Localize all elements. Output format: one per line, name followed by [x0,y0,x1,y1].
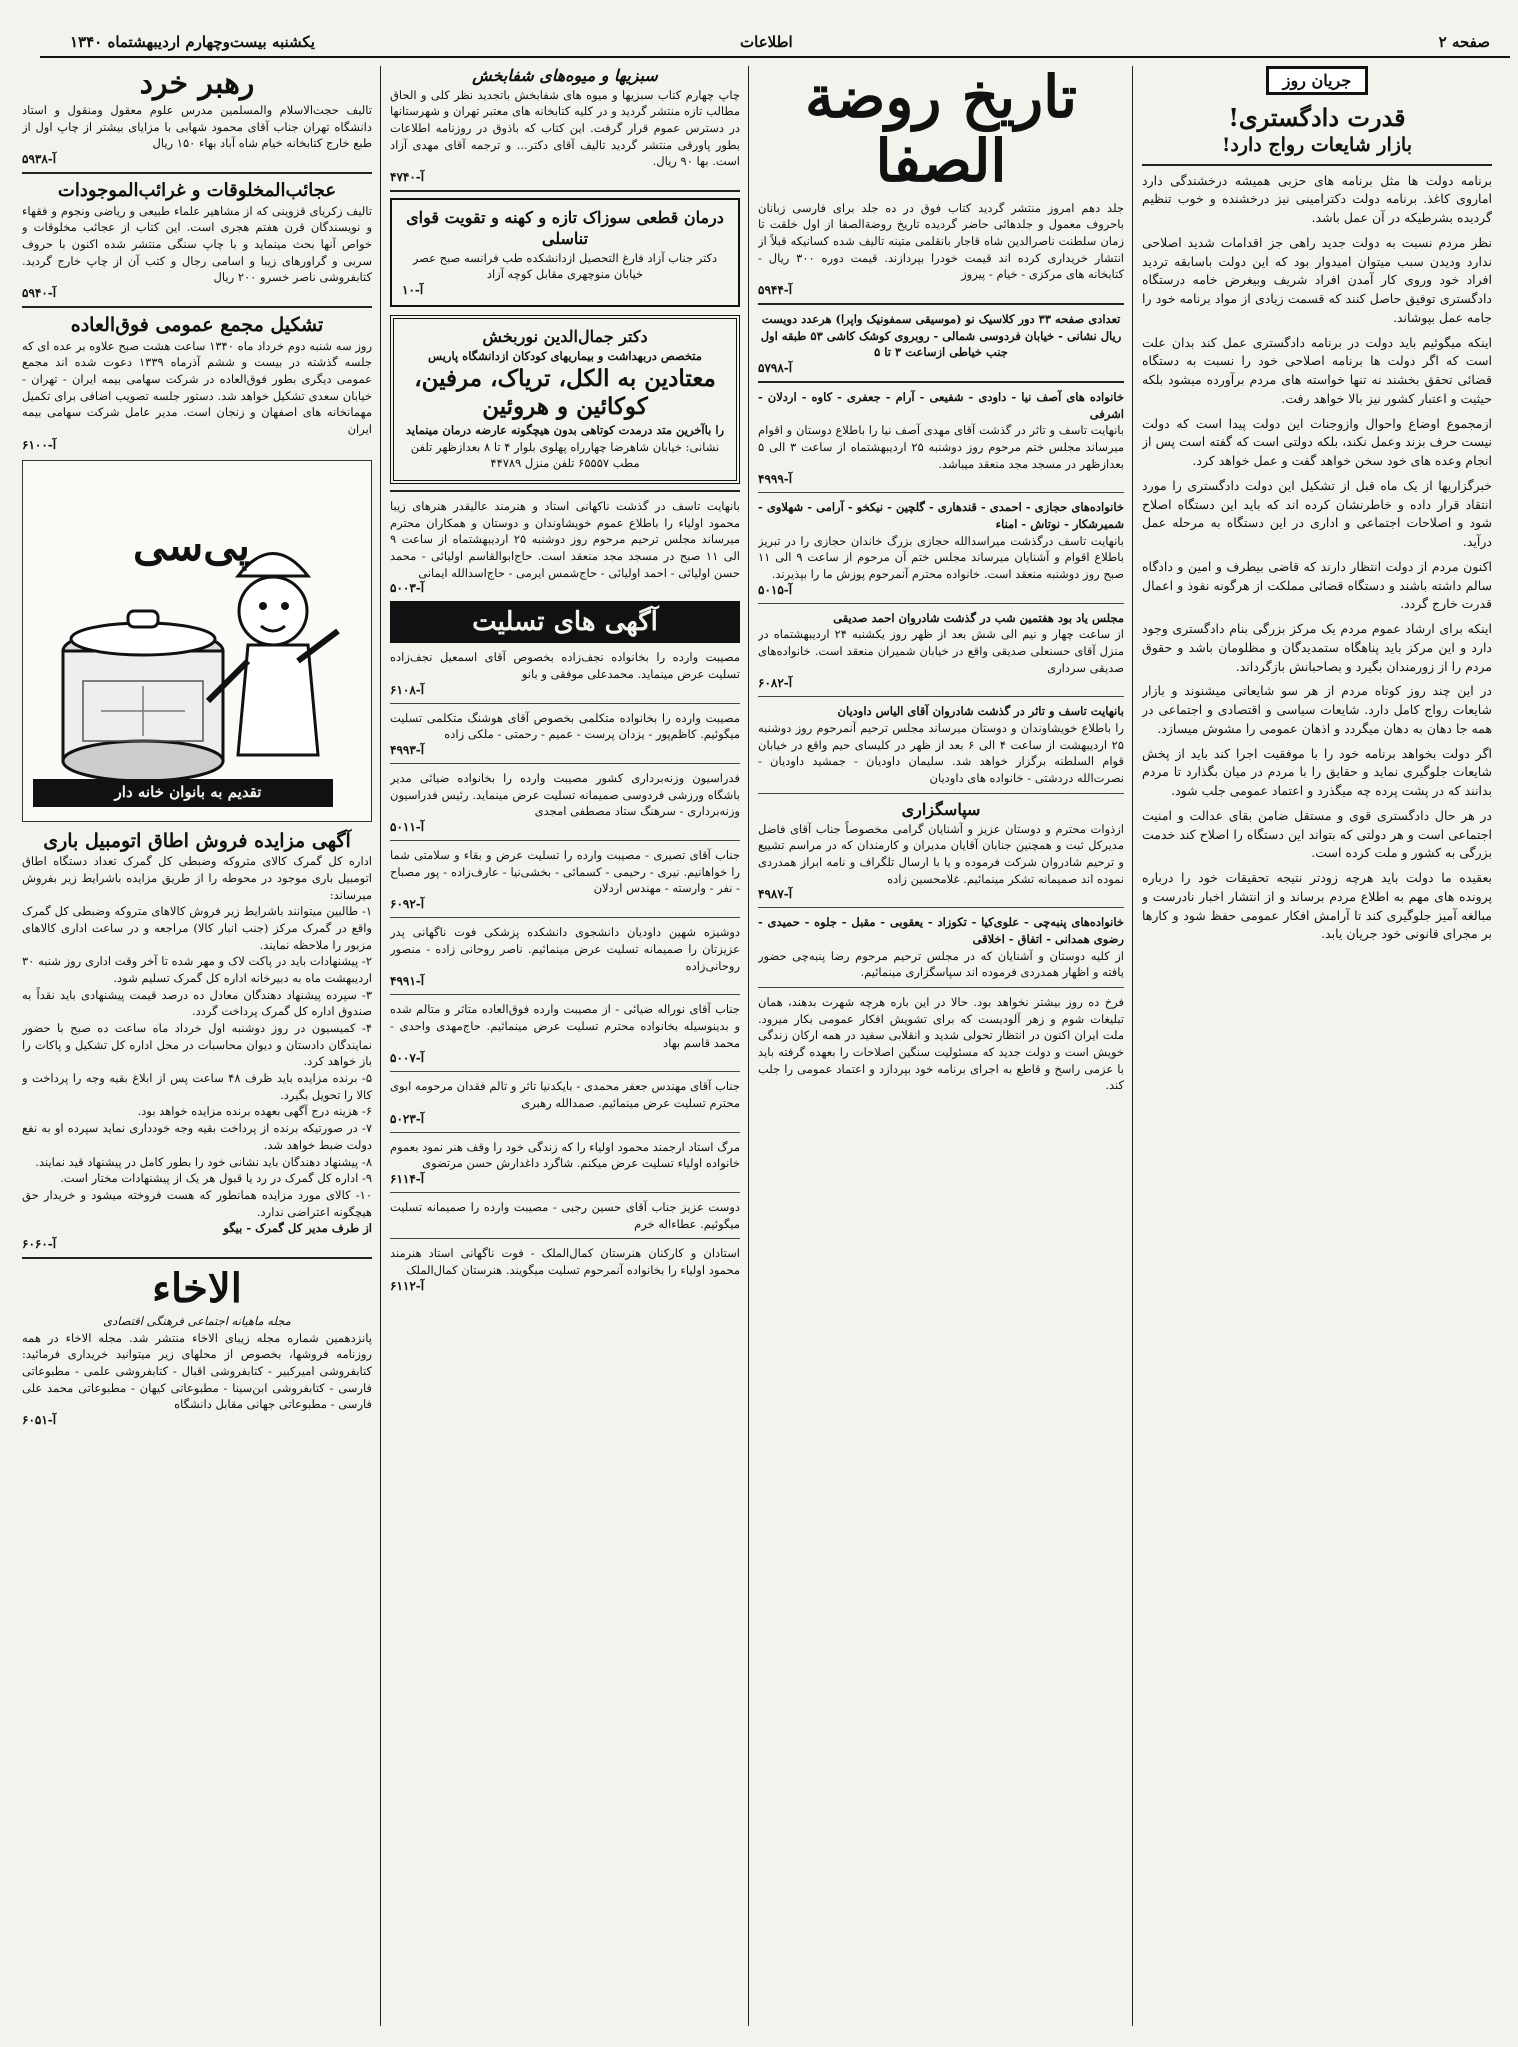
obituary-notice: خانواده های آصف نیا - داودی - شفیعی - آرام - جعفری - کاوه - اردلان - اشرفی بانهایت تاسف و تاثر در گذشت آقای مهدی آصف نیا را باطلاع دوستان و اقوام میرساند مجلس ختم مرحوم روز دوشنبه ۲۵ اردیبهشتماه از ساعت ۳ الی ۵ بعدازظهر در مسجد مجد منعقد میباشد. آ-۴۹۹۹ [758,389,1124,487]
editorial-body: برنامه دولت ها مثل برنامه های حزبی همیشه درخشندگی دارد اماروی کاغذ. برنامه دولت دکترامینی نیز درخشنده و خوب تنظیم گردیده بشرطیکه در آن عمل باشد. نظر مردم نسبت به دولت جدید راهی جز اقدامات شدید اصلاحی ندارد ودیدن سبب میتوان امیدوار بود که این دولت باسابقه تردید افراد خود وروی کار آمدن افراد شریف وبیغرض خامه درستگاه دادگستری توفیق حاصل کنند که قسمت زیادی از مواد برنامه خود را جامه عمل بپوشاند. اینکه میگوئیم باید دولت در برنامه دادگستری عمل کند بدان علت است که اگر دولت ها برنامه اصلاحی خود را نسبت به دستگاه قضائی تحقق بخشند نه تنها خواسته های مردم برآورده میشود بلکه حیثیت و اعتبار کشور نیز بالا خواهد رفت. ازمجموع اوضاع واحوال وازوجنات این دولت پیدا است که دولت نیست حرف بزند وعمل نکند، بلکه دولتی است که گفته است پس از انجام وعده های خود سخن خواهد گفت و عمل خواهد کرد. خبرگزاریها از یک ماه قبل از تشکیل این دولت دادگستری را مورد انتقاد قرار داده و خاطرنشان کرده اند که باید این دستگاه اصلاح شود و اصلاحات اجتماعی و اداری در این دستگاه به مرحله عمل درآید. اکنون مردم از دولت انتظار دارند که قاضی بیطرف و امین و دادگاه سالم داشته باشند و دستگاه قضائی مملکت از هرگونه نفوذ و اعمال قدرت خارج گردد. اینکه برای ارشاد عموم مردم یک مرکز بزرگی بنام دادگستری وجود دارد و این مرکز باید پناهگاه ستمدیدگان و مظلومان باشد و حقوق مردم را از زورمندان بگیرد و بصاحبانش بازگرداند. در این چند روز کوتاه مردم از هر سو شایعاتی میشنوند و بازار شایعات رواج کامل دارد. شایعات سیاسی و اقتصادی و اجتماعی در همه جا دهان به دهان میگردد و اذهان عمومی را مشوش میسازد. اگر دولت بخواهد برنامه خود را با موفقیت اجرا کند باید از پخش شایعات جلوگیری نماید و حقایق را با مردم در میان بگذارد تا مردم بدانند که در پشت پرده چه میگذرد و اعتماد عمومی جلب شود. در هر حال دادگستری قوی و مستقل ضامن بقای عدالت و امنیت اجتماعی است و هر دولتی که بتواند این دستگاه را اصلاح کند خدمت بزرگی به کشور و ملت کرده است. بعقیده ما دولت باید هرچه زودتر نتیجه تحقیقات خود را درباره پرونده های مهم به اطلاع مردم برساند و از انتشار اخبار نادرست و مبالغه آمیز جلوگیری کند تا آرامش افکار عمومی حفظ شود و کارها بر مجرای قانونی خود جریان یابد. [1142,172,1492,942]
thanks-notice: سپاسگزاری ازذوات محترم و دوستان عزیز و آشنایان گرامی مخصوصاً جناب آقای فاضل مدیرکل ثبت و همچنین جنابان آقایان مدیران و کارمندان که در مراسم تشییع و ترحیم شادروان شرکت فرموده و یا با ارسال تلگراف و نامه ابراز همدردی نموده اند صمیمانه تشکر مینمائیم. غلامحسین زاده آ-۴۹۸۷ [758,799,1124,902]
ad-code: آ-۵۹۴۴ [758,282,793,297]
condolence-item: جناب آقای تصیری - مصیبت وارده را تسلیت عرض و بقاء و سلامتی شما را خواهانیم. نیری - رحیمی - کسمائی - بخشی‌نیا - عارف‌زاده - پور مصباح - نفر - وارسته - مهندس اردلان آ-۶۰۹۲ [390,848,740,912]
editorial-title: قدرت دادگستری! [1228,103,1406,132]
editorial-subtitle: بازار شایعات رواج دارد! [1222,134,1412,156]
article-continuation: فرخ ده روز بیشتر نخواهد بود. حالا در این باره هرچه شهرت بدهند، همان تبلیغات شوم و زهر آلودیست که برای تشویش افکار عمومی بکار میرود. ملت ایران اکنون در انتظار تحولی شدید و انقلابی سفید در همه ارکان زندگی خویش است و دولت جدید که مسئولیت سنگین اصلاحات را بعهده گرفته باید با عزمی راسخ و قاطع به اجرای برنامه خود بپردازد و اعتماد عمومی را جلب کند. [758,994,1124,1093]
condolence-item: جناب آقای نوراله ضیائی - از مصیبت وارده فوق‌العاده متاثر و متالم شده و بدینوسیله بخانواده محترم تسلیت عرض مینمائیم. حاج‌مهدی واحدی - محمد قاسم بهاد آ-۵۰۰۷ [390,1002,740,1066]
books-column: رهبر خرد تالیف حجت‌الاسلام والمسلمین مدرس علوم معقول ومنقول و استاد دانشگاه تهران جناب آقای محمود شهابی با مزایای بیشتر از چاپ اول از طبع خارج کتابخانه خیام شاه آباد بهاء ۱۵۰ ریال آ-۵۹۳۸ عجائب‌المخلوقات و غرائب‌الموجودات تالیف زکریای قزوینی که از مشاهیر علماء طبیعی و ریاضی ونجوم و فقهاء و نویسندگان قرن هفتم هجری است. این کتاب از عجائب مخلوقات و خواص آنها بحث مینماید و با چاپ سنگی منتشر شده اکنون با حروف سربی و گراورهای زیبا و اسامی رجال و کتب آن از چاپ خارج گردید. کتابفروشی ناصر خسرو ۲۰۰ ریال آ-۵۹۴۰ تشکیل مجمع عمومی فوق‌العاده روز سه شنبه دوم خرداد ماه ۱۳۴۰ ساعت هشت صبح علاوه بر عده ای که جلسه گذشته در بیست و ششم آذرماه ۱۳۳۹ دعوت شده اند مجمع عمومی دیگری بطور فوق‌العاده در شرکت سهامی بیمه ایران - تهران - خیابان سعدی تشکیل خواهد شد. دستور جلسه تصویب اضافی برای تکمیل مهمانخانه های اصفهان و زنجان است. مدیر عامل شرکت سهامی بیمه ایران آ-۶۱۰۰ پی‌سی تقدیم به بانوان خانه دار آگهی مزایده فروش اطاق اتومبیل باری اداره کل گمرک کالای متروکه وضبطی کل گمرک تعداد دستگاه اطاق اتومبیل باری موجود در محوطه را از طریق مزایده باشرایط زیر بفروش میرساند: ۱- طالبین میتوانند باشرایط زیر فروش کالاهای متروکه وضبطی کل گمرک واقع در گمرک مرکز (جنب انبار کالا) مراجعه و در ساعت اداری کالاهای مزبور را ملاحظه نمایند. ۲- پیشنهادات باید در پاکت لاک و مهر شده تا آخر وقت اداری روز شنبه ۳۰ اردیبهشت ماه به دبیرخانه اداره کل گمرک تسلیم شود. ۳- سپرده پیشنهاد دهندگان معادل ده درصد قیمت پیشنهادی باید نقداً به صندوق اداره کل گمرک پرداخت گردد. ۴- کمیسیون در روز دوشنبه اول خرداد ماه ساعت ده صبح با حضور نمایندگان دادستان و دیوان محاسبات در محل اداره کل تشکیل و پاکات را باز خواهد کرد. ۵- برنده مزایده باید ظرف ۴۸ ساعت پس از ابلاغ بقیه وجه را پرداخت و کالا را تحویل بگیرد. ۶- هزینه درج آگهی بعهده برنده مزایده خواهد بود. ۷- در صورتیکه برنده از پرداخت بقیه وجه خودداری نماید سپرده او به نفع دولت ضبط خواهد شد. ۸- پیشنهاد دهندگان باید نشانی خود را بطور کامل در پیشنهاد قید نمایند. ۹- اداره کل گمرک در رد یا قبول هر یک از پیشنهادات مختار است. ۱۰- کالای مورد مزایده همانطور که هست فروخته میشود و خریدار حق هیچگونه اعتراضی ندارد. از طرف مدیر کل گمرک - بیگو آ-۶۰۶۰ الاخاء مجله ماهیانه اجتماعی فرهنگی اقتصادی پانزدهمین شماره مجله زیبای الاخاء منتشر شد. مجله الاخاء در همه روزنامه فروشها، بخصوص از محلهای زیر میتوانید خریداری فرمائید: کتابفروشی امیرکبیر - کتابفروشی اقبال - کتابفروشی علمی - مطبوعاتی فارسی - کتابفروشی ابن‌سینا - مطبوعاتی کیهان - مطبوعاتی محمد علی فارسی - مطبوعاتی جهانی مقابل دانشگاه آ-۶۰۵۱ [22,66,372,1427]
page-header [40,30,1510,58]
condolence-item: مصیبت وارده را بخانواده نجف‌زاده بخصوص آقای اسمعیل نجف‌زاده تسلیت عرض مینماید. محمدعلی موفقی و بانو آ-۶۱۰۸ [390,650,740,697]
magazine-ad-body: پانزدهمین شماره مجله زیبای الاخاء منتشر شد. مجله الاخاء در همه روزنامه فروشها، بخصوص از محلهای زیر میتوانید خریداری فرمائید: کتابفروشی امیرکبیر - کتابفروشی اقبال - کتابفروشی علمی - مطبوعاتی فارسی - کتابفروشی ابن‌سینا - مطبوعاتی کیهان - مطبوعاتی محمد علی فارسی - مطبوعاتی جهانی مقابل دانشگاه [22,1330,372,1412]
auction-body: اداره کل گمرک کالای متروکه وضبطی کل گمرک تعداد دستگاه اطاق اتومبیل باری موجود در محوطه را از طریق مزایده باشرایط زیر بفروش میرساند: ۱- طالبین میتوانند باشرایط زیر فروش کالاهای متروکه وضبطی کل گمرک واقع در گمرک مرکز (جنب انبار کالا) مراجعه و در ساعت اداری کالاهای مزبور را ملاحظه نمایند. ۲- پیشنهادات باید در پاکت لاک و مهر شده تا آخر وقت اداری روز شنبه ۳۰ اردیبهشت ماه به دبیرخانه اداره کل گمرک تسلیم شود. ۳- سپرده پیشنهاد دهندگان معادل ده درصد قیمت پیشنهادی باید نقداً به صندوق اداره کل گمرک پرداخت گردد. ۴- کمیسیون در روز دوشنبه اول خرداد ماه ساعت ده صبح با حضور نمایندگان دادستان و دیوان محاسبات در محل اداره کل تشکیل و پاکات را باز خواهد کرد. ۵- برنده مزایده باید ظرف ۴۸ ساعت پس از ابلاغ بقیه وجه را پرداخت و کالا را تحویل بگیرد. ۶- هزینه درج آگهی بعهده برنده مزایده خواهد بود. ۷- در صورتیکه برنده از پرداخت بقیه وجه خودداری نماید سپرده او به نفع دولت ضبط خواهد شد. ۸- پیشنهاد دهندگان باید نشانی خود را بطور کامل در پیشنهاد قید نمایند. ۹- اداره کل گمرک در رد یا قبول هر یک از پیشنهادات مختار است. ۱۰- کالای مورد مزایده همانطور که هست فروخته میشود و خریدار حق هیچگونه اعتراضی ندارد. [22,854,372,1219]
section-badge: جریان روز [1266,66,1369,95]
concert-ad: تعدادی صفحه ۳۳ دور کلاسیک نو (موسیقی سمفونیک واپرا) هرعدد دویست ریال نشانی - خیابان فردوسی شمالی - روبروی کوشک کاشی ۵۳ طبقه اول جنب خیاطی ازساعت ۳ تا ۵ [760,311,1122,360]
newspaper-name: اطلاعات [740,33,793,51]
condolence-header: آگهی های تسلیت [390,601,740,643]
book-title: رهبر خرد [139,66,255,101]
condolence-item: جناب آقای مهندس جعفر محمدی - بایکدنیا تاثر و تالم فقدان مرحومه ابوی محترم تسلیت عرض مینمائیم. صمدالله رهبری آ-۵۰۲۳ [390,1079,740,1126]
ads-column: سبزیها و میوه‌های شفابخش چاپ چهارم کتاب سبزیها و میوه های شفابخش باتجدید نظر کلی و الحاق مطالب تازه منتشر گردید و در کلیه کتابخانه های معتبر تهران و شهرستانها در دسترس عموم قرار گرفت. این کتاب که باذوق در روزنامه اطلاعات بطور پاورقی منتشر گردید تالیف آقای دکتر... و ترجمه آقای مهدی آزاد است. بها ۹۰ ریال. آ-۴۷۴۰ درمان قطعی سوزاک تازه و کهنه و تقویت قوای تناسلی دکتر جناب آزاد فارغ التحصیل ازدانشکده طب فرانسه صبح عصر خیابان منوچهری مقابل کوچه آزاد آ-۱۰ دکتر جمال‌الدین نوربخش متخصص دربهداشت و بیماریهای کودکان ازدانشگاه پاریس معتادین به الکل، تریاک، مرفین، کوکائین و هروئین را باآخرین متد درمدت کوتاهی بدون هیچگونه عارضه درمان مینماید نشانی: خیابان شاهرضا چهارراه پهلوی بلوار ۴ تا ۸ بعدازظهر تلفن مطب ۶۵۵۵۷ تلفن منزل ۴۴۷۸۹ بانهایت تاسف در گذشت ناکهانی استاد و هنرمند عالیقدر هنرهای زیبا محمود اولیاء را باطلاع عموم خویشاوندان و دوستان و همکاران محترم میرساند مجلس ترحیم مرحوم روز دوشنبه ۲۵ اردیبهشتماه از ساعت ۹ الی ۱۱ صبح در مسجد مجد منعقد است. حاج‌ابوالقاسم اولیائی - محمد حسن اولیائی - احمد اولیائی - حاج‌شمس ایرمی - حاج‌اسدالله ایمانی آ-۵۰۰۳ آگهی های تسلیت مصیبت وارده را بخانواده نجف‌زاده بخصوص آقای اسمعیل نجف‌زاده تسلیت عرض مینماید. محمدعلی موفقی و بانو آ-۶۱۰۸ مصیبت وارده را بخانواده متکلمی بخصوص آقای هوشنگ متکلمی تسلیت میگوئیم. کاظم‌پور - یزدان پرست - عمیم - رحمتی - ملکی زاده آ-۴۹۹۳ فدراسیون وزنه‌برداری کشور مصیبت وارده را بخانواده ضیائی مدیر باشگاه ورزشی فردوسی صمیمانه تسلیت عرض مینماید. رئیس فدراسیون وزنه‌برداری - سرهنگ ستاد مصطفی امجدی آ-۵۰۱۱ جناب آقای تصیری - مصیبت وارده را تسلیت عرض و بقاء و سلامتی شما را خواهانیم. نیری - رحیمی - کسمائی - بخشی‌نیا - عارف‌زاده - پور مصباح - نفر - وارسته - مهندس اردلان آ-۶۰۹۲ دوشیزه شهین داودیان دانشجوی دانشکده پزشکی فوت ناگهانی پدر عزیزتان را صمیمانه تسلیت عرض مینمائیم. ناصر روحانی زاده - منصور روحانی‌زاده آ-۴۹۹۱ جناب آقای نوراله ضیائی - از مصیبت وارده فوق‌العاده متاثر و متالم شده و بدینوسیله بخانواده محترم تسلیت عرض مینمائیم. حاج‌مهدی واحدی - محمد قاسم بهاد آ-۵۰۰۷ جناب آقای مهندس جعفر محمدی - بایکدنیا تاثر و تالم فقدان مرحومه ابوی محترم تسلیت عرض مینمائیم. صمدالله رهبری آ-۵۰۲۳ مرگ استاد ارجمند محمود اولیاء را که زندگی خود را وقف هنر نمود بعموم خانواده اولیاء تسلیت عرض میکنم. شاگرد داغدارش حسن مرتضوی آ-۶۱۱۴ دوست عزیز جناب آقای حسین رجبی - مصیبت وارده را صمیمانه تسلیت میگوئیم. عطاءاله خرم استادان و کارکنان هنرستان کمال‌الملک - فوت ناگهانی استاد هنرمند محمود اولیاء را بخانواده آنمرحوم تسلیت میگویند. هنرستان کمال‌الملک آ-۶۱۱۲ [390,66,740,1293]
book-title: عجائب‌المخلوقات و غرائب‌الموجودات [57,180,337,202]
condolence-item: استادان و کارکنان هنرستان کمال‌الملک - فوت ناگهانی استاد هنرمند محمود اولیاء را بخانواده آنمرحوم تسلیت میگویند. هنرستان کمال‌الملک آ-۶۱۱۲ [390,1246,740,1293]
thanks-notice: خانواده‌های پنبه‌چی - علوی‌کیا - تکوزاد - یعقوبی - مقبل - جلوه - حمیدی - رضوی همدانی - اتفاق - اخلاقی از کلیه دوستان و آشنایان که در مجلس ترحیم مرحوم رضا پنبه‌چی حضور یافته و اظهار همدردی فرموده اند سپاسگزاری مینمائیم. [758,915,1124,980]
magazine-title: الاخاء [152,1264,242,1312]
condolence-item: دوست عزیز جناب آقای حسین رجبی - مصیبت وارده را صمیمانه تسلیت میگوئیم. عطاءاله خرم [390,1199,740,1231]
rowzat-banner: تاریخ روضة الصفا [805,66,1077,195]
page-number: صفحه ۲ [1438,33,1490,51]
pot-advertisement [22,460,372,822]
notices-column: تاریخ روضة الصفا جلد دهم امروز منتشر گردید کتاب فوق در ده جلد برای فارسی زبانان باحروف معمول و جلدهائی حاضر گردیده تاریخ روضة‌الصفا از اول خلقت تا زمان سلطنت ناصرالدین شاه قاجار بانقلمی متینه تالیف شده کسانیکه قبلاً از انتشار خریداری کرده اند قیمت خودرا بپردازند. قیمت دوره ۳۰۰ ریال - کتابخانه های مرکزی - خیام - پیروز آ-۵۹۴۴ تعدادی صفحه ۳۳ دور کلاسیک نو (موسیقی سمفونیک واپرا) هرعدد دویست ریال نشانی - خیابان فردوسی شمالی - روبروی کوشک کاشی ۵۳ طبقه اول جنب خیاطی ازساعت ۳ تا ۵ آ-۵۷۹۸ خانواده های آصف نیا - داودی - شفیعی - آرام - جعفری - کاوه - اردلان - اشرفی بانهایت تاسف و تاثر در گذشت آقای مهدی آصف نیا را باطلاع دوستان و اقوام میرساند مجلس ختم مرحوم روز دوشنبه ۲۵ اردیبهشتماه از ساعت ۳ الی ۵ بعدازظهر در مسجد مجد منعقد میباشد. آ-۴۹۹۹ خانواده‌های حجازی - احمدی - قندهاری - گلچین - نیکخو - آرامی - شهلاوی - شمیرشکار - نوتاش - امناء بانهایت تاسف درگذشت میراسدالله حجازی بزرگ خاندان حجازی را در تبریز باطلاع اقوام و آشنایان میرساند مجلس ختم آن مرحوم از ساعت ۹ الی ۱۱ صبح روز دوشنبه منعقد است. خانواده محترم آنمرحوم پوزش ما را بپذیرند. آ-۵۰۱۵ مجلس یاد بود هفتمین شب در گذشت شادروان احمد صدیقی از ساعت چهار و نیم الی شش بعد از ظهر روز یکشنبه ۲۴ اردیبهشتماه در منزل آقای حسنعلی صدیقی واقع در خیابان شمیران منعقد است. خانواده‌های صدیقی سرداری آ-۶۰۸۲ بانهایت تاسف و تاثر در گذشت شادروان آقای الیاس داودیان را باطلاع خویشاوندان و دوستان میرساند مجلس ترحیم آنمرحوم روز دوشنبه ۲۵ اردیبهشت از ساعت ۴ الی ۶ بعد از ظهر در کلیسای حیم واقع در خیابان قوام السلطنه برگزار خواهد شد. سلیمان داودیان - جمشید داودیان - نصرت‌الله دردشتی - خانواده های داودیان سپاسگزاری ازذوات محترم و دوستان عزیز و آشنایان گرامی مخصوصاً جناب آقای فاضل مدیرکل ثبت و همچنین جنابان آقایان مدیران و کارمندان که در مراسم تشییع و ترحیم شادروان شرکت فرموده و یا با ارسال تلگراف و نامه ابراز همدردی نموده اند صمیمانه تشکر مینمائیم. غلامحسین زاده آ-۴۹۸۷ خانواده‌های پنبه‌چی - علوی‌کیا - تکوزاد - یعقوبی - مقبل - جلوه - حمیدی - رضوی همدانی - اتفاق - اخلاقی از کلیه دوستان و آشنایان که در مجلس ترحیم مرحوم رضا پنبه‌چی حضور یافته و اظهار همدردی فرموده اند سپاسگزاری مینمائیم. فرخ ده روز بیشتر نخواهد بود. حالا در این باره هرچه شهرت بدهند، همان تبلیغات شوم و زهر آلودیست که برای تشویش افکار عمومی بکار میرود. ملت ایران اکنون در انتظار تحولی شدید و انقلابی سفید در همه ارکان زندگی خویش است و دولت جدید که مسئولیت سنگین اصلاحات را بعهده گرفته باید با عزمی راسخ و قاطع به اجرای برنامه خود بپردازد و اعتماد عمومی را جلب کند. [758,66,1124,1093]
notice-title: تشکیل مجمع عمومی فوق‌العاده [70,313,324,336]
doctor-ad: دکتر جمال‌الدین نوربخش متخصص دربهداشت و بیماریهای کودکان ازدانشگاه پاریس معتادین به الکل، تریاک، مرفین، کوکائین و هروئین را باآخرین متد درمدت کوتاهی بدون هیچگونه عارضه درمان مینماید نشانی: خیابان شاهرضا چهارراه پهلوی بلوار ۴ تا ۸ بعدازظهر تلفن مطب ۶۵۵۵۷ تلفن منزل ۴۴۷۸۹ [390,315,740,484]
issue-date: یکشنبه بیست‌وچهارم اردیبهشتماه ۱۳۴۰ [70,33,315,51]
editorial-column [1142,66,1492,950]
obituary-notice: بانهایت تاسف در گذشت ناکهانی استاد و هنرمند عالیقدر هنرهای زیبا محمود اولیاء را باطلاع عموم خویشاوندان و دوستان و همکاران محترم میرساند مجلس ترحیم مرحوم روز دوشنبه ۲۵ اردیبهشتماه از ساعت ۹ الی ۱۱ صبح در مسجد مجد منعقد است. حاج‌ابوالقاسم اولیائی - محمد حسن اولیائی - احمد اولیائی - حاج‌شمس ایرمی - حاج‌اسدالله ایمانی [390,499,740,580]
fruit-book-ad: سبزیها و میوه‌های شفابخش چاپ چهارم کتاب سبزیها و میوه های شفابخش باتجدید نظر کلی و الحاق مطالب تازه منتشر گردید و در کلیه کتابخانه های معتبر تهران و شهرستانها در دسترس عموم قرار گرفت. این کتاب که باذوق در روزنامه اطلاعات بطور پاورقی منتشر گردید تالیف آقای دکتر... و ترجمه آقای مهدی آزاد است. بها ۹۰ ریال. آ-۴۷۴۰ [390,66,740,185]
condolence-item: دوشیزه شهین داودیان دانشجوی دانشکده پزشکی فوت ناگهانی پدر عزیزتان را صمیمانه تسلیت عرض مینمائیم. ناصر روحانی زاده - منصور روحانی‌زاده آ-۴۹۹۱ [390,925,740,989]
condolence-item: مرگ استاد ارجمند محمود اولیاء را که زندگی خود را وقف هنر نمود بعموم خانواده اولیاء تسلیت عرض میکنم. شاگرد داغدارش حسن مرتضوی آ-۶۱۱۴ [390,1139,740,1186]
auction-title: آگهی مزایده فروش اطاق اتومبیل باری [43,829,351,852]
condolence-item: فدراسیون وزنه‌برداری کشور مصیبت وارده را بخانواده ضیائی مدیر باشگاه ورزشی فردوسی صمیمانه تسلیت عرض مینماید. رئیس فدراسیون وزنه‌برداری - سرهنگ ستاد مصطفی امجدی آ-۵۰۱۱ [390,771,740,835]
clinic-ad: درمان قطعی سوزاک تازه و کهنه و تقویت قوای تناسلی دکتر جناب آزاد فارغ التحصیل ازدانشکده طب فرانسه صبح عصر خیابان منوچهری مقابل کوچه آزاد آ-۱۰ [390,198,740,307]
obituary-notice: خانواده‌های حجازی - احمدی - قندهاری - گلچین - نیکخو - آرامی - شهلاوی - شمیرشکار - نوتاش - امناء بانهایت تاسف درگذشت میراسدالله حجازی بزرگ خاندان حجازی را در تبریز باطلاع اقوام و آشنایان میرساند مجلس ختم آن مرحوم از ساعت ۹ الی ۱۱ صبح روز دوشنبه منعقد است. خانواده محترم آنمرحوم پوزش ما را بپذیرند. آ-۵۰۱۵ [758,500,1124,597]
memorial-notice: مجلس یاد بود هفتمین شب در گذشت شادروان احمد صدیقی از ساعت چهار و نیم الی شش بعد از ظهر روز یکشنبه ۲۴ اردیبهشتماه در منزل آقای حسنعلی صدیقی واقع در خیابان شمیران منعقد است. خانواده‌های صدیقی سرداری آ-۶۰۸۲ [758,610,1124,691]
ad-brand-name: پی‌سی [133,520,250,570]
chef-pot-illustration [23,461,371,821]
ad-caption: تقدیم به بانوان خانه دار [114,782,262,801]
obituary-notice: بانهایت تاسف و تاثر در گذشت شادروان آقای الیاس داودیان را باطلاع خویشاوندان و دوستان میرساند مجلس ترحیم آنمرحوم روز دوشنبه ۲۵ اردیبهشت از ساعت ۴ الی ۶ بعد از ظهر در کلیسای حیم واقع در خیابان قوام السلطنه برگزار خواهد شد. سلیمان داودیان - جمشید داودیان - نصرت‌الله دردشتی - خانواده های داودیان [758,704,1124,786]
condolence-item: مصیبت وارده را بخانواده متکلمی بخصوص آقای هوشنگ متکلمی تسلیت میگوئیم. کاظم‌پور - یزدان پرست - عمیم - رحمتی - ملکی زاده آ-۴۹۹۳ [390,710,740,758]
rowzat-intro: جلد دهم امروز منتشر گردید کتاب فوق در ده جلد برای فارسی زبانان باحروف معمول و جلدهائی حاضر گردیده تاریخ روضة‌الصفا از اول خلقت تا زمان سلطنت ناصرالدین شاه قاجار بانقلمی متینه تالیف شده کسانیکه قبلاً از انتشار خریداری کرده اند قیمت خودرا بپردازند. قیمت دوره ۳۰۰ ریال - کتابخانه های مرکزی - خیام - پیروز [758,200,1124,282]
